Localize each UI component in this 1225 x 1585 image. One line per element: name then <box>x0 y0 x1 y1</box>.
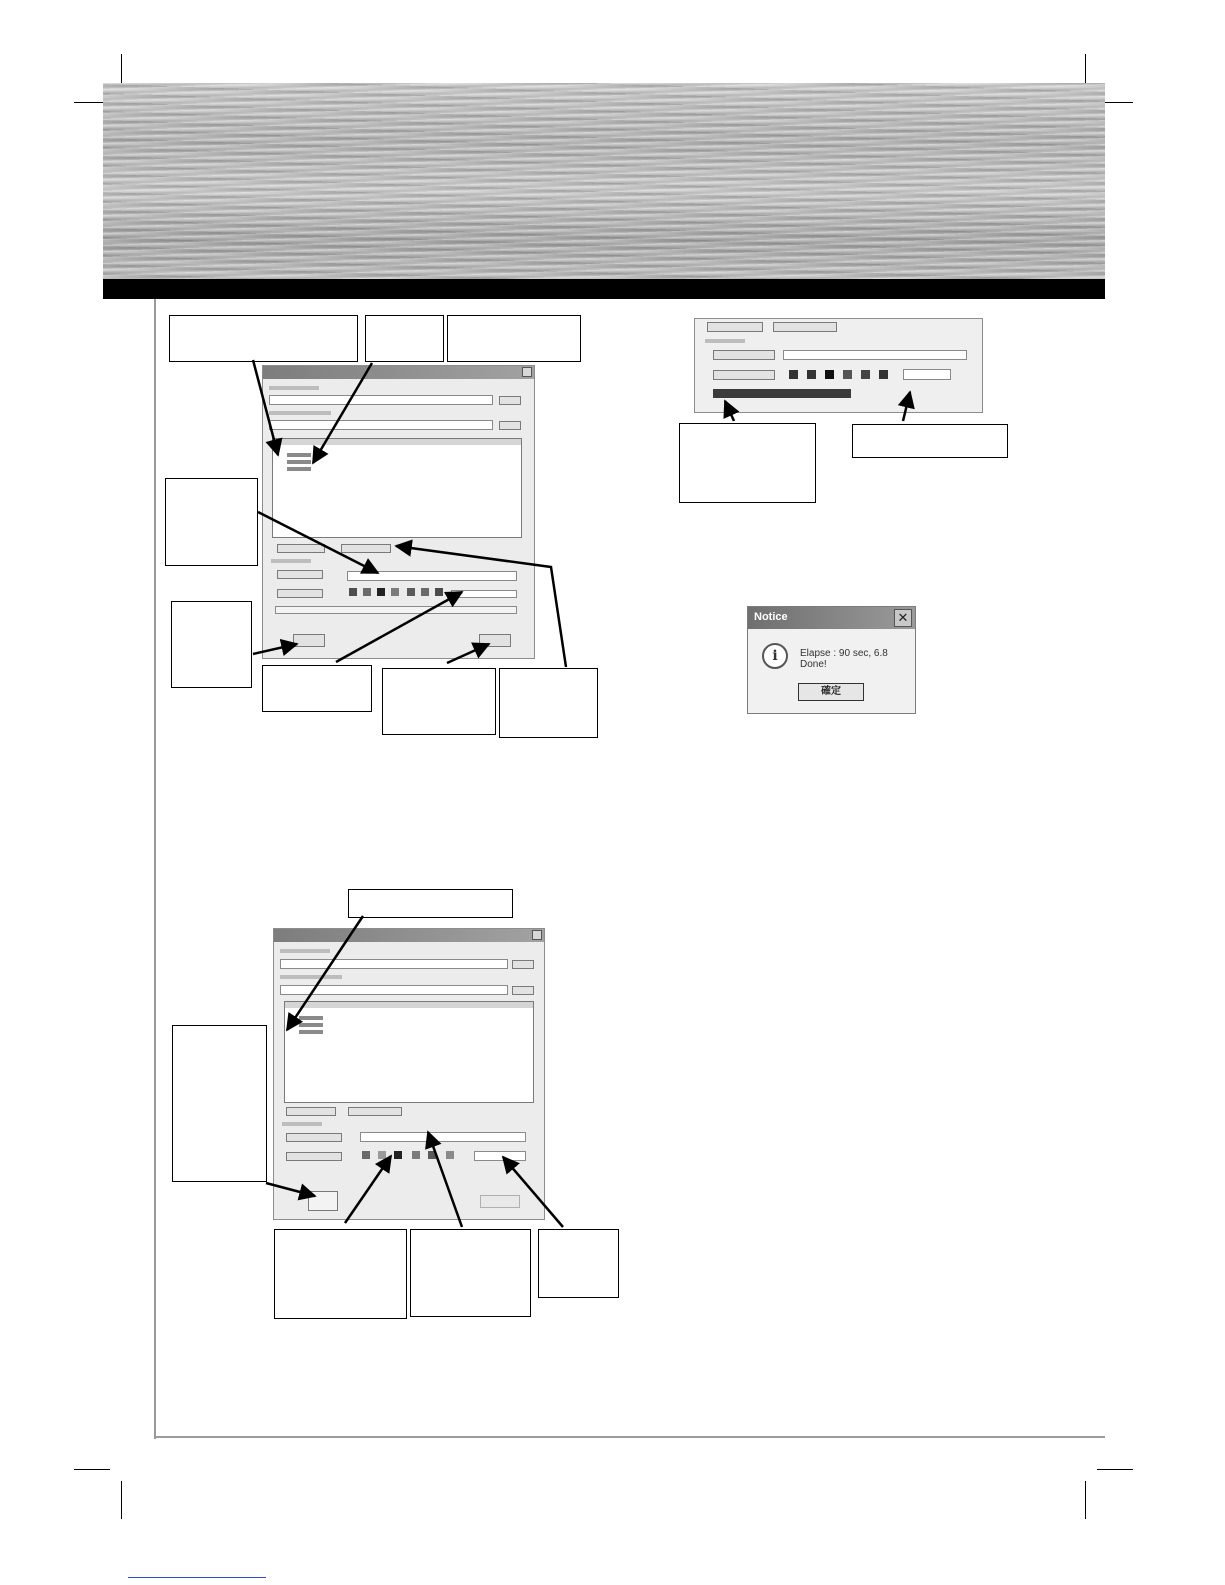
unselect-all-button <box>341 544 391 553</box>
crop-mark <box>121 1481 122 1519</box>
status-indicator <box>377 588 385 596</box>
exit-button <box>479 634 511 647</box>
list-header <box>273 439 521 445</box>
message-text: Elapse : 90 sec, 6.8 Done! <box>800 648 888 670</box>
file-list <box>272 438 522 538</box>
source-label <box>280 949 330 953</box>
destination-label <box>280 975 342 979</box>
information-label <box>282 1122 322 1126</box>
list-item <box>299 1030 323 1034</box>
callout-box <box>679 423 816 503</box>
status-indicator <box>861 370 870 379</box>
select-all-button <box>707 322 763 332</box>
exit-button-disabled <box>480 1195 520 1208</box>
header-banner <box>103 83 1105 279</box>
convert-button <box>293 634 325 647</box>
list-item <box>287 460 311 464</box>
converter-dialog-screenshot-running <box>273 928 545 1220</box>
unselect-all-button <box>773 322 837 332</box>
progress-bar-track <box>451 590 517 598</box>
list-header <box>285 1002 533 1008</box>
browse-destination-button <box>499 421 521 430</box>
converter-dialog-screenshot <box>262 365 535 659</box>
ok-button[interactable]: 確定 <box>798 683 864 701</box>
status-indicator <box>407 588 415 596</box>
bottom-rule <box>154 1436 1105 1438</box>
status-indicator <box>789 370 798 379</box>
information-panel-screenshot <box>694 318 983 413</box>
dialog-titlebar <box>263 366 534 379</box>
callout-box <box>171 601 252 688</box>
video-convert-label <box>277 589 323 598</box>
footer-link-underline <box>128 1577 266 1578</box>
crop-mark <box>74 1469 110 1470</box>
callout-box <box>382 668 496 735</box>
file-list <box>284 1001 534 1103</box>
list-item <box>299 1023 323 1027</box>
callout-box <box>274 1229 407 1319</box>
list-item <box>287 453 311 457</box>
select-all-button <box>286 1107 336 1116</box>
video-convert-label <box>713 370 775 380</box>
unselect-all-button <box>348 1107 402 1116</box>
close-icon[interactable]: ✕ <box>894 609 912 627</box>
callout-box <box>169 315 358 362</box>
status-indicator <box>807 370 816 379</box>
callout-box <box>262 665 372 712</box>
callout-box <box>348 889 513 918</box>
message-box-titlebar <box>748 607 915 629</box>
status-indicator <box>428 1151 436 1159</box>
browse-destination-button <box>512 986 534 995</box>
source-path-field <box>269 395 493 405</box>
callout-box <box>365 315 444 362</box>
list-item <box>287 467 311 471</box>
progress-text-field <box>903 369 951 380</box>
status-indicator <box>412 1151 420 1159</box>
callout-box <box>852 424 1008 458</box>
stop-button <box>308 1191 338 1211</box>
source-label <box>269 386 319 390</box>
status-indicator <box>391 588 399 596</box>
callout-box <box>499 668 598 738</box>
callout-box <box>172 1025 267 1182</box>
callout-box <box>165 478 258 566</box>
dialog-titlebar <box>274 929 544 942</box>
left-margin-rule <box>154 299 156 1439</box>
browse-source-button <box>499 396 521 405</box>
crop-mark <box>1097 1469 1133 1470</box>
status-indicator <box>394 1151 402 1159</box>
destination-path-field <box>269 420 493 430</box>
status-indicator <box>378 1151 386 1159</box>
status-indicator <box>349 588 357 596</box>
current-file-label <box>277 570 323 579</box>
current-file-field <box>347 571 517 581</box>
status-indicator <box>825 370 834 379</box>
current-file-label <box>713 350 775 360</box>
status-indicator <box>435 588 443 596</box>
current-file-label <box>286 1133 342 1142</box>
callout-box <box>538 1229 619 1298</box>
status-indicator <box>879 370 888 379</box>
information-label <box>705 339 745 343</box>
close-icon <box>532 930 542 940</box>
header-band <box>103 279 1105 299</box>
status-indicator <box>362 1151 370 1159</box>
status-indicator <box>446 1151 454 1159</box>
progress-text-field <box>474 1151 526 1161</box>
list-item <box>299 1016 323 1020</box>
progress-bar-fill <box>713 389 851 398</box>
destination-label <box>269 411 331 415</box>
select-all-button <box>277 544 325 553</box>
close-icon <box>522 367 532 377</box>
status-indicator <box>363 588 371 596</box>
destination-path-field <box>280 985 508 995</box>
status-indicator <box>843 370 852 379</box>
crop-mark <box>1085 1481 1086 1519</box>
source-path-field <box>280 959 508 969</box>
current-file-field <box>360 1132 526 1142</box>
status-indicator <box>421 588 429 596</box>
notice-message-box <box>747 606 916 714</box>
callout-box <box>447 315 581 362</box>
total-progress-track <box>275 606 517 614</box>
browse-source-button <box>512 960 534 969</box>
video-convert-label <box>286 1152 342 1161</box>
current-file-field <box>783 350 967 360</box>
info-icon: i <box>762 643 788 669</box>
information-label <box>271 559 311 563</box>
callout-box <box>410 1229 531 1317</box>
message-box-title: Notice <box>754 611 788 623</box>
